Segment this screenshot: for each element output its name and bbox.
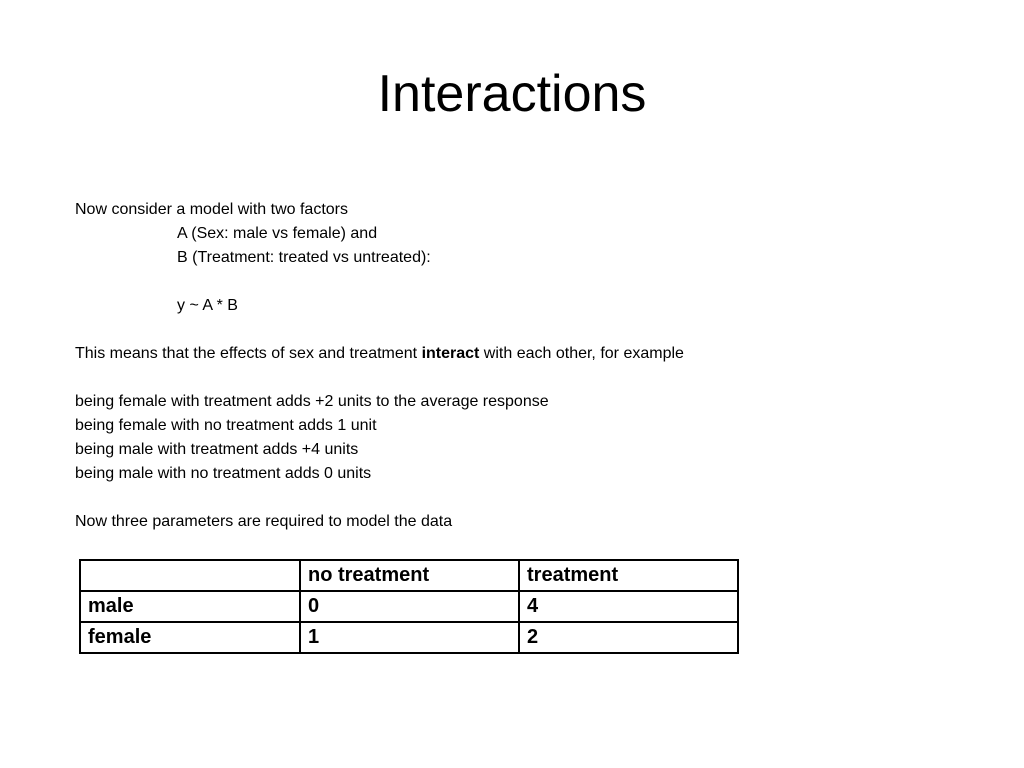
interaction-sentence-end: with each other, for example — [479, 345, 684, 362]
table-cell: 2 — [519, 622, 738, 653]
factor-b-text: B (Treatment: treated vs untreated): — [177, 249, 431, 266]
conclusion-text: Now three parameters are required to model the data — [75, 513, 453, 530]
table-cell: 4 — [519, 591, 738, 622]
column-header-no-treatment: no treatment — [300, 560, 519, 591]
spacer — [75, 366, 975, 390]
slide-body — [75, 198, 975, 534]
example-line: being male with treatment adds +4 units — [75, 441, 359, 458]
row-label-male: male — [80, 591, 300, 622]
example-line: being female with treatment adds +2 units to the average response — [75, 393, 549, 410]
example-line: being male with no treatment adds 0 units — [75, 465, 372, 482]
table-row — [80, 591, 738, 622]
table-header-row — [80, 560, 738, 591]
table-cell: 0 — [300, 591, 519, 622]
interaction-sentence-start: This means that the effects of sex and treatment — [75, 345, 422, 362]
table-row — [80, 622, 738, 653]
column-header-treatment: treatment — [519, 560, 738, 591]
table-cell: 1 — [300, 622, 519, 653]
factor-a-text: A (Sex: male vs female) and — [177, 225, 378, 242]
table-corner-cell — [80, 560, 300, 591]
row-label-female: female — [80, 622, 300, 653]
spacer — [75, 318, 975, 342]
model-formula: y ~ A * B — [177, 297, 238, 314]
slide-title: Interactions — [377, 65, 647, 123]
intro-text: Now consider a model with two factors — [75, 201, 348, 218]
spacer — [75, 270, 975, 294]
effects-table — [79, 559, 739, 654]
example-line: being female with no treatment adds 1 unit — [75, 417, 377, 434]
interaction-sentence — [75, 342, 975, 366]
spacer — [75, 486, 975, 510]
interaction-keyword: interact — [421, 345, 480, 362]
